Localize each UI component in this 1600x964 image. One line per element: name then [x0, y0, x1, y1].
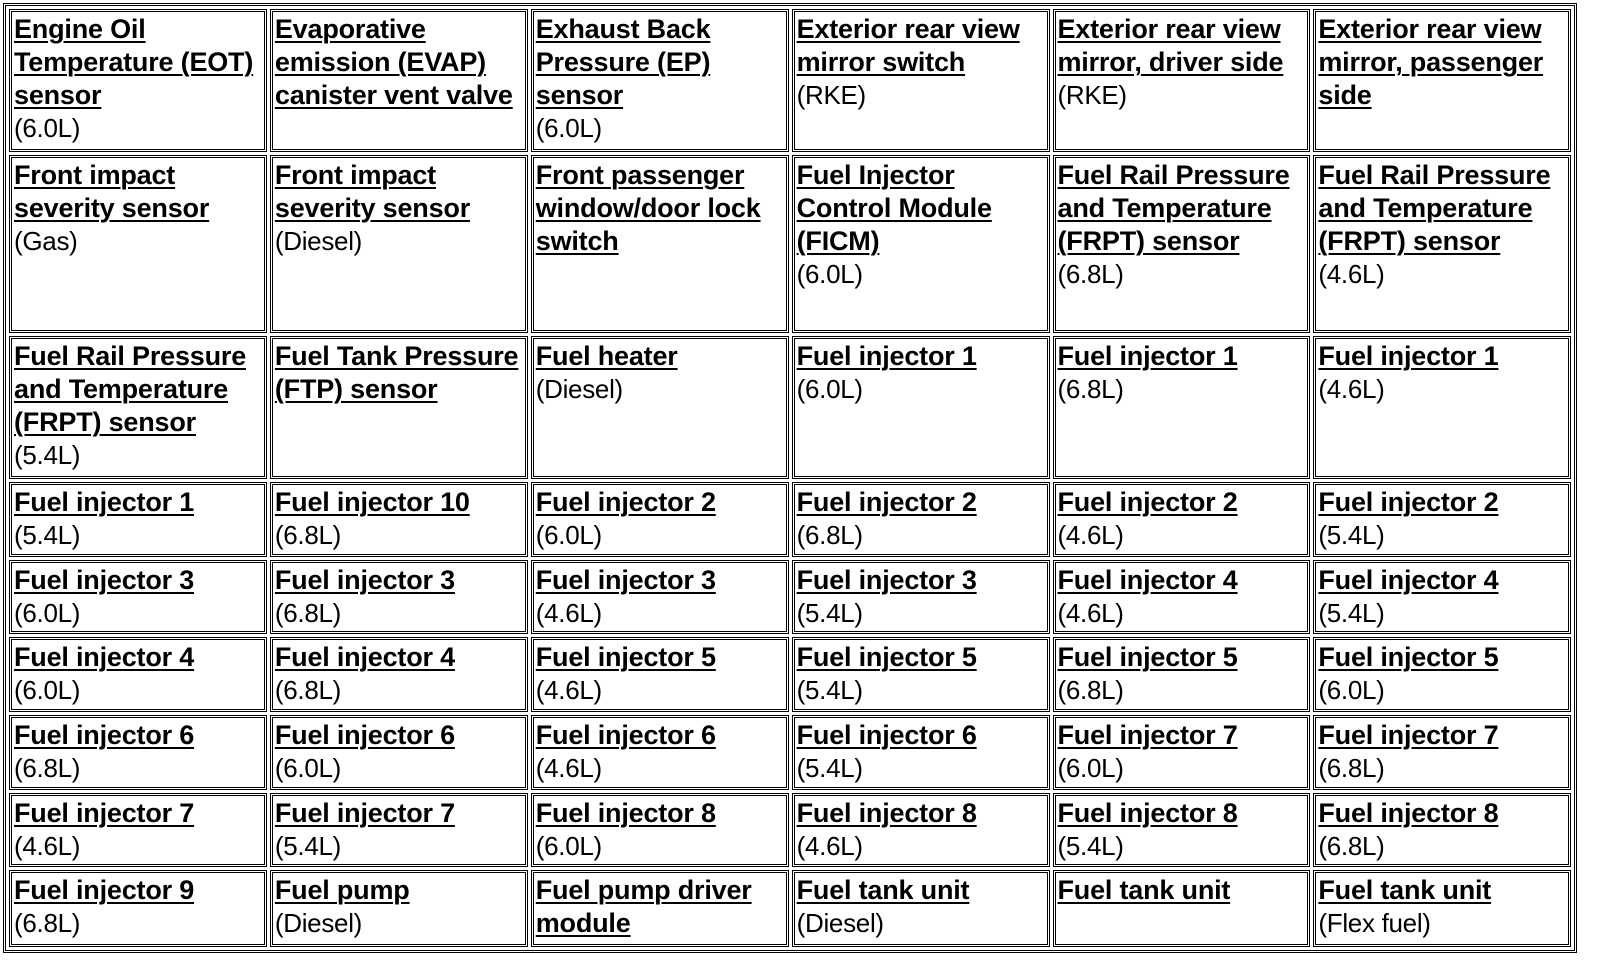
table-row	[9, 482, 1571, 557]
component-variant-note: (Flex fuel)	[1318, 908, 1431, 939]
table-row	[9, 336, 1571, 479]
component-link[interactable]: Fuel Rail Pressure and Temperature (FRPT) sensor	[1318, 160, 1551, 256]
component-link[interactable]: Fuel injector 2	[796, 487, 977, 518]
component-link[interactable]: Fuel injector 3	[274, 564, 455, 595]
component-cell	[9, 560, 267, 635]
component-variant-note: (4.6L)	[1318, 259, 1385, 289]
component-cell	[1313, 793, 1571, 868]
component-variant-note: (5.4L)	[1318, 520, 1385, 551]
component-link[interactable]: Fuel tank unit	[1318, 875, 1492, 906]
component-variant-note: (6.0L)	[796, 374, 863, 405]
table-row	[9, 9, 1571, 152]
component-cell	[792, 482, 1050, 557]
component-cell	[792, 336, 1050, 479]
component-cell	[1053, 870, 1311, 947]
component-cell	[1053, 793, 1311, 868]
component-cell	[270, 637, 528, 712]
component-cell	[270, 560, 528, 635]
component-variant-note: (4.6L)	[1057, 520, 1124, 551]
component-cell	[9, 870, 267, 947]
component-cell	[792, 793, 1050, 868]
component-link[interactable]: Fuel injector 4	[274, 642, 455, 673]
component-variant-note: (6.8L)	[1057, 374, 1124, 405]
component-variant-note: (6.0L)	[1318, 675, 1385, 706]
component-link[interactable]: Fuel injector 4	[1318, 564, 1499, 595]
component-cell	[531, 793, 789, 868]
component-variant-note: (6.8L)	[274, 597, 341, 628]
component-link[interactable]: Fuel heater	[535, 341, 678, 372]
component-variant-note: (RKE)	[796, 80, 866, 110]
component-cell	[1313, 870, 1571, 947]
component-link[interactable]: Fuel injector 5	[535, 642, 716, 673]
component-cell	[270, 793, 528, 868]
component-link[interactable]: Front passenger window/door lock switch	[535, 160, 761, 256]
component-cell	[270, 870, 528, 947]
component-variant-note: (4.6L)	[1318, 374, 1385, 405]
component-variant-note: (4.6L)	[14, 830, 81, 861]
component-link[interactable]: Exterior rear view mirror switch	[796, 14, 1020, 77]
component-link[interactable]: Exhaust Back Pressure (EP) sensor	[535, 14, 711, 110]
component-cell	[1053, 560, 1311, 635]
component-variant-note: (6.0L)	[14, 675, 81, 706]
component-link[interactable]: Fuel injector 1	[796, 341, 977, 372]
component-cell	[1053, 9, 1311, 152]
component-variant-note: (6.0L)	[535, 113, 602, 143]
component-link[interactable]: Fuel tank unit	[1057, 875, 1231, 906]
component-link[interactable]: Fuel injector 2	[535, 487, 716, 518]
component-link[interactable]: Fuel injector 10	[274, 487, 470, 518]
component-link[interactable]: Fuel pump driver module	[535, 875, 752, 939]
component-cell	[270, 155, 528, 333]
component-link[interactable]: Fuel Tank Pressure (FTP) sensor	[274, 341, 519, 405]
component-link[interactable]: Fuel tank unit	[796, 875, 970, 906]
component-variant-note: (4.6L)	[535, 675, 602, 706]
component-variant-note: (6.0L)	[796, 259, 863, 289]
component-cell	[792, 560, 1050, 635]
component-link[interactable]: Fuel injector 6	[796, 720, 977, 751]
component-cell	[531, 9, 789, 152]
component-link[interactable]: Front impact severity sensor	[14, 160, 210, 223]
component-cell	[531, 560, 789, 635]
component-variant-note: (5.4L)	[1318, 597, 1385, 628]
component-variant-note: (6.8L)	[1318, 830, 1385, 861]
component-variant-note: (5.4L)	[274, 830, 341, 861]
component-cell	[792, 9, 1050, 152]
table-row	[9, 715, 1571, 790]
component-link[interactable]: Fuel injector 1	[1318, 341, 1499, 372]
component-cell	[1313, 9, 1571, 152]
component-cell	[9, 482, 267, 557]
table-row	[9, 560, 1571, 635]
component-index-frame	[3, 3, 1577, 953]
component-variant-note: (6.8L)	[796, 520, 863, 551]
component-variant-note: (RKE)	[1057, 80, 1127, 110]
component-cell	[531, 482, 789, 557]
component-link[interactable]: Fuel injector 5	[1318, 642, 1499, 673]
component-cell	[1053, 482, 1311, 557]
component-link[interactable]: Engine Oil Temperature (EOT) sensor	[14, 14, 254, 110]
component-link[interactable]: Fuel Rail Pressure and Temperature (FRPT) sensor	[1057, 160, 1290, 256]
component-link[interactable]: Fuel injector 8	[1318, 797, 1499, 828]
component-variant-note: (6.8L)	[1057, 259, 1124, 289]
component-variant-note: (4.6L)	[535, 597, 602, 628]
component-link[interactable]: Fuel injector 8	[535, 797, 716, 828]
component-link[interactable]: Fuel injector 5	[796, 642, 977, 673]
component-cell	[792, 637, 1050, 712]
component-variant-note: (5.4L)	[796, 753, 863, 784]
component-link[interactable]: Fuel injector 1	[1057, 341, 1238, 372]
component-link[interactable]: Fuel injector 7	[1057, 720, 1238, 751]
component-variant-note: (6.8L)	[1057, 675, 1124, 706]
component-link[interactable]: Exterior rear view mirror, driver side	[1057, 14, 1284, 77]
component-cell	[1313, 637, 1571, 712]
component-cell	[1313, 560, 1571, 635]
component-cell	[9, 637, 267, 712]
component-cell	[1053, 637, 1311, 712]
component-link[interactable]: Fuel pump	[274, 875, 410, 906]
component-cell	[9, 9, 267, 152]
component-link[interactable]: Fuel injector 2	[1318, 487, 1499, 518]
component-link[interactable]: Fuel injector 6	[274, 720, 455, 751]
component-variant-note: (6.8L)	[14, 908, 81, 939]
component-variant-note: (Diesel)	[274, 908, 363, 939]
component-variant-note: (6.0L)	[14, 113, 81, 143]
component-link[interactable]: Fuel injector 6	[535, 720, 716, 751]
table-row	[9, 155, 1571, 333]
component-variant-note: (Diesel)	[274, 226, 363, 256]
component-variant-note: (5.4L)	[1057, 830, 1124, 861]
component-link[interactable]: Fuel injector 4	[1057, 564, 1238, 595]
component-cell	[1313, 336, 1571, 479]
component-cell	[9, 155, 267, 333]
component-cell	[792, 155, 1050, 333]
component-cell	[792, 715, 1050, 790]
component-link[interactable]: Fuel Injector Control Module (FICM)	[796, 160, 992, 256]
component-link[interactable]: Fuel injector 8	[796, 797, 977, 828]
component-link[interactable]: Fuel injector 3	[535, 564, 716, 595]
component-link[interactable]: Fuel injector 6	[14, 720, 195, 751]
component-link[interactable]: Fuel injector 1	[14, 487, 195, 518]
component-variant-note: (6.0L)	[535, 520, 602, 551]
component-cell	[1313, 715, 1571, 790]
component-variant-note: (Gas)	[14, 226, 78, 256]
component-cell	[1313, 482, 1571, 557]
component-variant-note: (4.6L)	[1057, 597, 1124, 628]
component-variant-note: (6.8L)	[14, 753, 81, 784]
component-link[interactable]: Fuel injector 2	[1057, 487, 1238, 518]
component-cell	[9, 336, 267, 479]
component-cell	[270, 9, 528, 152]
component-cell	[9, 715, 267, 790]
component-cell	[270, 336, 528, 479]
component-variant-note: (5.4L)	[796, 675, 863, 706]
component-link[interactable]: Fuel injector 7	[1318, 720, 1499, 751]
component-cell	[270, 715, 528, 790]
component-variant-note: (6.8L)	[274, 520, 341, 551]
component-variant-note: (4.6L)	[535, 753, 602, 784]
component-cell	[1053, 336, 1311, 479]
table-row	[9, 637, 1571, 712]
component-cell	[792, 870, 1050, 947]
component-cell	[531, 155, 789, 333]
component-link[interactable]: Fuel injector 7	[14, 797, 195, 828]
component-cell	[1053, 715, 1311, 790]
component-link[interactable]: Fuel injector 8	[1057, 797, 1238, 828]
component-variant-note: (5.4L)	[14, 440, 81, 471]
table-row	[9, 793, 1571, 868]
component-cell	[1313, 155, 1571, 333]
component-variant-note: (6.0L)	[535, 830, 602, 861]
component-cell	[531, 715, 789, 790]
component-variant-note: (6.0L)	[1057, 753, 1124, 784]
component-variant-note: (6.8L)	[1318, 753, 1385, 784]
component-cell	[270, 482, 528, 557]
component-link[interactable]: Front impact severity sensor	[274, 160, 470, 223]
component-variant-note: (Diesel)	[796, 908, 884, 939]
component-link[interactable]: Fuel Rail Pressure and Temperature (FRPT) sensor	[14, 341, 247, 438]
component-variant-note: (5.4L)	[796, 597, 863, 628]
component-variant-note: (Diesel)	[535, 374, 623, 405]
component-cell	[531, 336, 789, 479]
component-variant-note: (6.0L)	[274, 753, 341, 784]
component-link[interactable]: Fuel injector 3	[796, 564, 977, 595]
component-link[interactable]: Fuel injector 3	[14, 564, 195, 595]
component-link[interactable]: Evaporative emission (EVAP) canister vent valve	[274, 14, 513, 110]
component-cell	[9, 793, 267, 868]
component-cell	[531, 637, 789, 712]
table-row	[9, 870, 1571, 947]
component-link[interactable]: Fuel injector 9	[14, 875, 195, 906]
component-link[interactable]: Fuel injector 5	[1057, 642, 1238, 673]
component-cell	[531, 870, 789, 947]
component-variant-note: (5.4L)	[14, 520, 81, 551]
component-link[interactable]: Fuel injector 7	[274, 797, 455, 828]
component-index-table	[6, 6, 1574, 950]
component-variant-note: (6.8L)	[274, 675, 341, 706]
component-link[interactable]: Exterior rear view mirror, passenger side	[1318, 14, 1544, 110]
component-variant-note: (6.0L)	[14, 597, 81, 628]
component-cell	[1053, 155, 1311, 333]
component-link[interactable]: Fuel injector 4	[14, 642, 195, 673]
component-index-body	[9, 9, 1571, 947]
component-variant-note: (4.6L)	[796, 830, 863, 861]
